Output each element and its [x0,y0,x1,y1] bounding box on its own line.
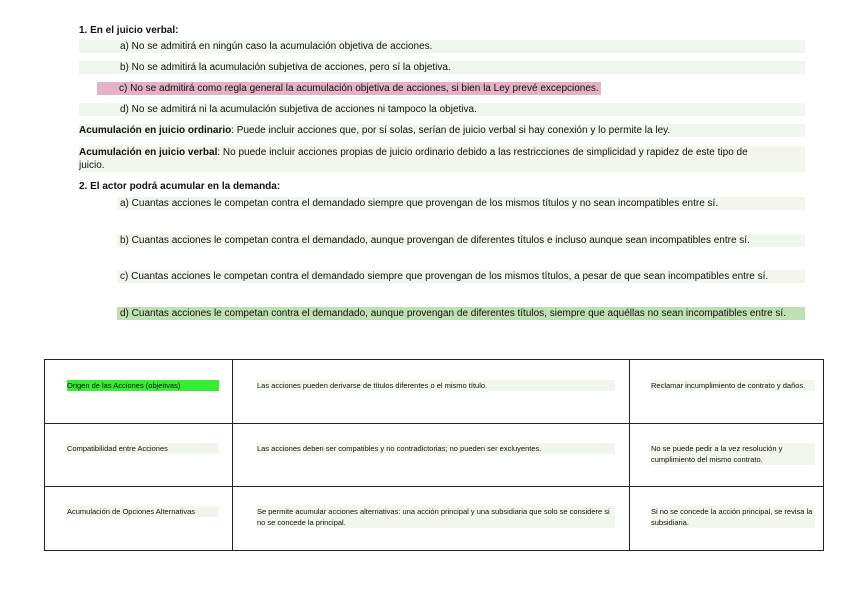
q2-option-c-text: c) Cuantas acciones le competan contra el demandado siempre que provengan de los mismos títulos, a pesar de que sean incompatibles entre sí. [120,271,769,282]
summary-table [44,359,824,551]
q1-option-b: b) No se admitirá la acumulación subjetiva de acciones, pero sí la objetiva. [79,61,805,74]
table-cell-concept: Compatibilidad entre Acciones [67,443,219,454]
table-cell-concept: Origen de las Acciones (objetivas) [67,380,219,391]
column-divider [232,360,233,550]
q2-option-b [117,234,805,247]
q1-option-d: d) No se admitirá ni la acumulación subjetiva de acciones ni tampoco la objetiva. [79,103,805,116]
table-cell-concept: Acumulación de Opciones Alternativas [67,506,219,517]
q1-option-c-row [97,82,601,95]
note-juicio-verbal [79,146,805,172]
q2-option-b-text: b) Cuantas acciones le competan contra el demandado, aunque provengan de diferentes títulos e incluso aunque sean incompatibles entre sí. [120,235,750,246]
table-cell-example: Si no se concede la acción principal, se revisa la subsidiaria. [651,506,815,528]
q2-option-d [117,307,805,320]
note-text: : Puede incluir acciones que, por sí solas, serían de juicio verbal si hay conexión y lo permite la ley. [231,125,671,136]
table-cell-description: Las acciones deben ser compatibles y no contradictorias; no pueden ser excluyentes. [257,443,615,454]
table-cell-example: Reclamar incumplimiento de contrato y daños. [651,380,815,391]
note-juicio-ordinario [79,124,805,137]
row-divider [45,486,823,487]
q1-option-c: c) No se admitirá como regla general la acumulación objetiva de acciones, si bien la Ley prevé excepciones. [97,82,601,95]
table-cell-description: Se permite acumular acciones alternativas: una acción principal y una subsidiaria que solo se considere si no se concede la principal. [257,506,615,528]
note-label: Acumulación en juicio ordinario [79,125,232,136]
question-1-title: 1. En el juicio verbal: [79,25,179,36]
table-cell-example: No se puede pedir a la vez resolución y cumplimiento del mismo contrato. [651,443,815,465]
q2-option-a-text: a) Cuantas acciones le competan contra el demandado siempre que provengan de los mismos títulos y no sean incompatibles entre sí. [120,198,719,209]
q1-option-a: a) No se admitirá en ningún caso la acumulación objetiva de acciones. [79,40,805,53]
q2-option-c [117,270,805,283]
note-label: Acumulación en juicio verbal [79,147,218,158]
note-body [79,146,769,172]
q2-option-d-text: d) Cuantas acciones le competan contra el demandado, aunque provengan de diferentes títulos, siempre que aquéllas no sean incompatibles entre sí. [117,307,805,320]
column-divider [629,360,630,550]
table-cell-description: Las acciones pueden derivarse de títulos diferentes o el mismo título. [257,380,615,391]
q2-option-a [117,197,805,210]
note-text: : No puede incluir acciones propias de juicio ordinario debido a las restricciones de simplicidad y rapidez de este tipo de juicio. [79,147,748,171]
question-2-title: 2. El actor podrá acumular en la demanda: [79,181,281,192]
row-divider [45,423,823,424]
